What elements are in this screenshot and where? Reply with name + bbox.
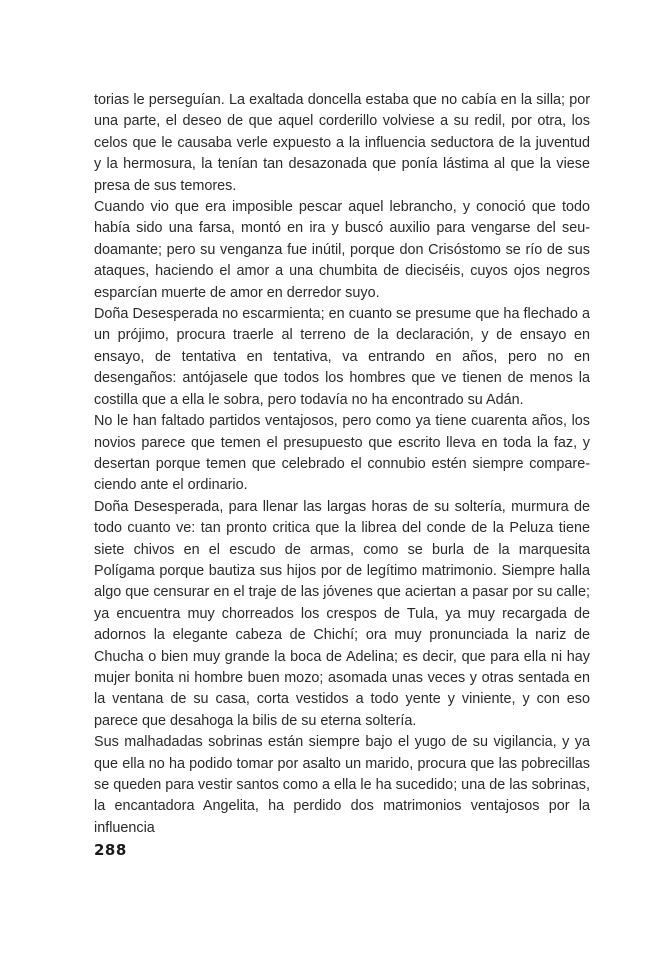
paragraph: Cuando vio que era imposible pescar aquel lebrancho, y conoció que todo había sido una farsa, montó en ira y buscó auxilio para vengarse del seudoamante; pero su venganza fue inútil, porque don Crisóstomo se río de sus ataques, haciendo el amor a una chumbita de dieciséis, cuyos ojos negros esparcían muerte de amor en derredor suyo.: [94, 199, 590, 301]
page-number: 288: [94, 841, 127, 859]
body-text: [94, 90, 590, 839]
paragraph: Sus malhadadas sobrinas están siempre bajo el yugo de su vigilancia, y ya que ella no ha podido tomar por asalto un marido, procura que las pobrecillas se queden para vestir santos como a ella le ha sucedido; una de las sobrinas, la encantadora Angelita, ha perdido dos matrimonios ventajosos por la influencia: [94, 734, 590, 836]
paragraph: No le han faltado partidos ventajosos, pero como ya tiene cuarenta años, los novios parece que temen el presupuesto que escrito lleva en toda la faz, y desertan porque temen que celebrado el connubio estén siempre compareciendo ante el ordinario.: [94, 413, 590, 494]
paragraph: Doña Desesperada, para llenar las largas horas de su soltería, murmura de todo cuanto ve: tan pronto critica que la librea del conde de la Peluza tiene siete chivos en el escudo de armas, como se burla de la marquesita Polígama porque bautiza sus hijos por de legítimo matrimonio. Siempre halla algo que censurar en el traje de las jóvenes que aciertan a pasar por su calle; ya encuentra muy chorreados los crespos de Tula, ya muy recargada de adornos la elegante cabeza de Chichí; ora muy pronunciada la nariz de Chucha o bien muy grande la boca de Adelina; es decir, que para ella ni hay mujer bonita ni hombre buen mozo; asomada unas veces y otras sentada en la ventana de su casa, corta vestidos a todo yente y viniente, y con eso parece que desahoga la bilis de su eterna soltería.: [94, 498, 590, 729]
paragraph: torias le perseguían. La exaltada doncella estaba que no cabía en la silla; por una parte, el deseo de que aquel corderillo volviese a su redil, por otra, los celos que le causaba verle expuesto a la influencia seductora de la juventud y la hermosura, la tenían tan desazonada que ponía lástima al que la viese presa de sus temores.: [94, 92, 590, 194]
paragraph: Doña Desesperada no escarmienta; en cuanto se presume que ha flechado a un prójimo, procura traerle al terreno de la declaración, y de ensayo en ensayo, de tentativa en tentativa, va entrando en años, pero no en desengaños: antójasele que todos los hombres que ve tienen de menos la costilla que a ella le sobra, pero todavía no ha encontrado su Adán.: [94, 306, 590, 408]
